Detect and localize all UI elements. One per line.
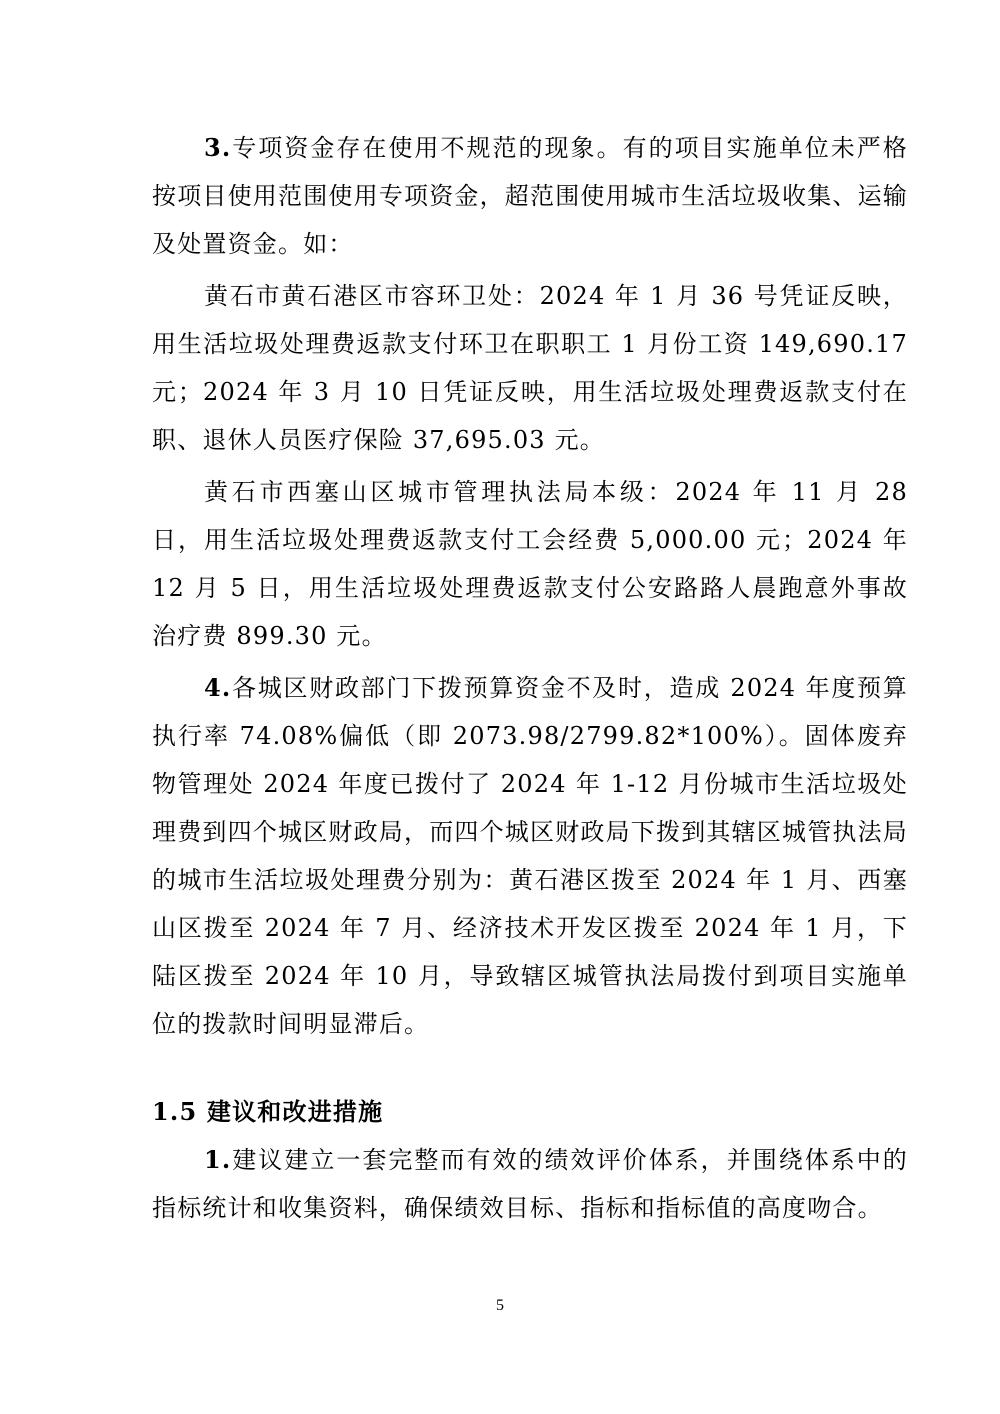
paragraph-text: 各城区财政部门下拨预算资金不及时，造成 2024 年度预算执行率 74.08%偏低（即 2073.98/2799.82*100%）。固体废弃物管理处 2024 年度已拨付了 2024 年 1-12 月份城市生活垃圾处理费到四个城区财政局，而四个城区财政局下拨到其辖区城管执法局的城市生活垃圾处理费分别为：黄石港区拨至 2024 年 1 月、西塞山区拨至 2024 年 7 月、经济技术开发区拨至 2024 年 1 月，下陆区拨至 2024 年 10 月，导致辖区城管执法局拨付到项目实施单位的拨款时间明显滞后。 bbox=[152, 674, 908, 1038]
section-spacer bbox=[152, 1048, 908, 1088]
section-heading: 1.5 建议和改进措施 bbox=[152, 1097, 384, 1126]
item-number: 3. bbox=[204, 133, 232, 162]
item-number: 4. bbox=[204, 673, 232, 702]
paragraph-recommendation-1 bbox=[152, 1136, 908, 1232]
paragraph-item-3 bbox=[152, 124, 908, 268]
paragraph-item-4 bbox=[152, 664, 908, 1048]
page-content bbox=[152, 124, 908, 1232]
paragraph-text: 专项资金存在使用不规范的现象。有的项目实施单位未严格按项目使用范围使用专项资金，超范围使用城市生活垃圾收集、运输及处置资金。如： bbox=[152, 134, 908, 258]
page-number: 5 bbox=[496, 1297, 504, 1314]
paragraph-text: 建议建立一套完整而有效的绩效评价体系，并围绕体系中的指标统计和收集资料，确保绩效目标、指标和指标值的高度吻合。 bbox=[152, 1146, 908, 1222]
item-number: 1. bbox=[204, 1145, 232, 1174]
paragraph-huangshigang: 黄石市黄石港区市容环卫处：2024 年 1 月 36 号凭证反映，用生活垃圾处理费返款支付环卫在职职工 1 月份工资 149,690.17 元；2024 年 3 月 10 日凭证反映，用生活垃圾处理费返款支付在职、退休人员医疗保险 37,695.03 元。 bbox=[152, 282, 908, 454]
paragraph-xisaishan: 黄石市西塞山区城市管理执法局本级：2024 年 11 月 28 日，用生活垃圾处理费返款支付工会经费 5,000.00 元；2024 年 12 月 5 日，用生活垃圾处理费返款支付公安路路人晨跑意外事故治疗费 899.30 元。 bbox=[152, 478, 908, 650]
